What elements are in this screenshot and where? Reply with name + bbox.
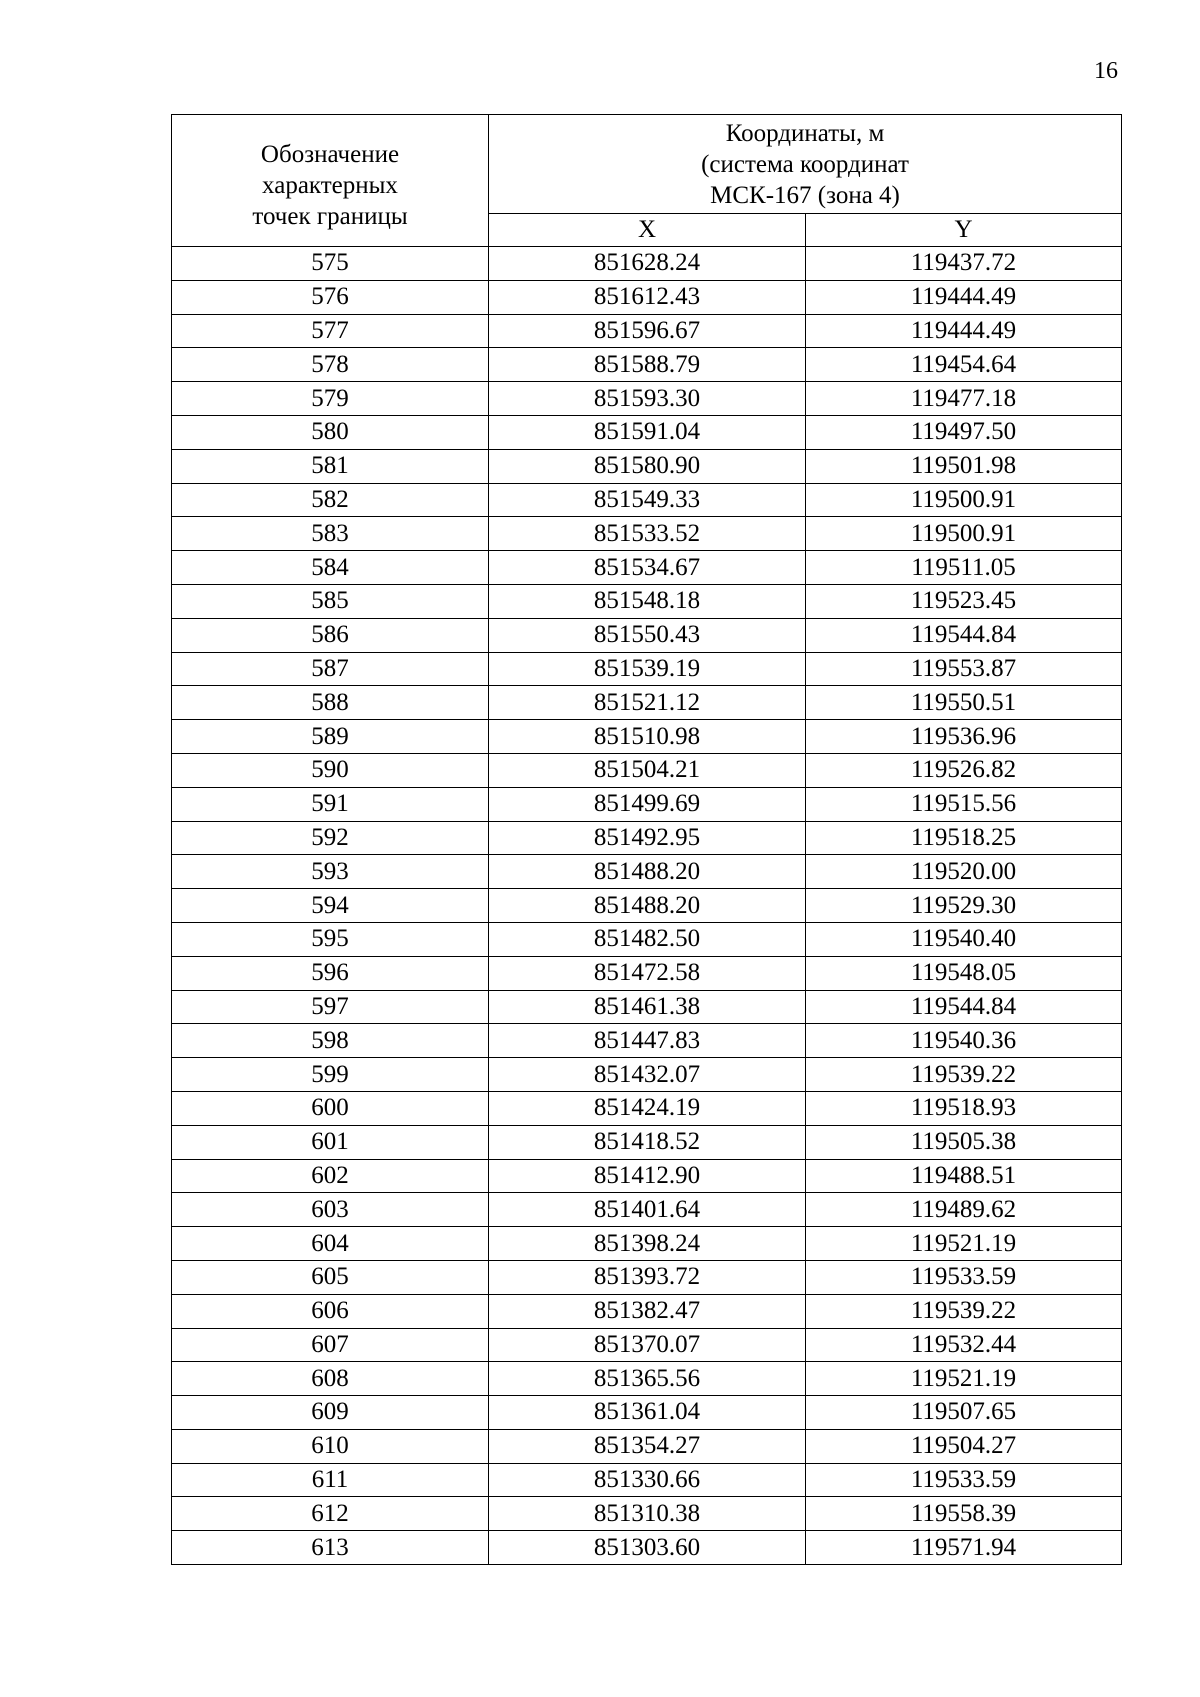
point-cell: 599 — [172, 1058, 489, 1092]
table-row — [172, 1531, 1122, 1565]
y-coordinate-cell: 119500.91 — [806, 517, 1122, 551]
table-row — [172, 652, 1122, 686]
x-coordinate-cell: 851492.95 — [489, 821, 806, 855]
y-coordinate-cell: 119571.94 — [806, 1531, 1122, 1565]
table-row — [172, 1125, 1122, 1159]
y-coordinate-cell: 119540.40 — [806, 922, 1122, 956]
table-row — [172, 922, 1122, 956]
x-coordinate-cell: 851424.19 — [489, 1091, 806, 1125]
header-coords-line-1: Координаты, м — [725, 119, 885, 147]
table-row — [172, 517, 1122, 551]
y-coordinate-cell: 119444.49 — [806, 314, 1122, 348]
y-coordinate-cell: 119550.51 — [806, 686, 1122, 720]
x-coordinate-cell: 851447.83 — [489, 1024, 806, 1058]
y-coordinate-cell: 119532.44 — [806, 1328, 1122, 1362]
x-coordinate-cell: 851596.67 — [489, 314, 806, 348]
x-coordinate-cell: 851534.67 — [489, 551, 806, 585]
point-cell: 606 — [172, 1294, 489, 1328]
x-coordinate-cell: 851418.52 — [489, 1125, 806, 1159]
header-coords-line-2: (система координат — [701, 150, 909, 178]
header-designation-line-1: Обозначение — [260, 141, 400, 168]
point-cell: 578 — [172, 348, 489, 382]
y-coordinate-cell: 119477.18 — [806, 382, 1122, 416]
table-row — [172, 415, 1122, 449]
header-designation-line-3: точек границы — [252, 203, 408, 230]
x-coordinate-cell: 851510.98 — [489, 720, 806, 754]
table-row — [172, 314, 1122, 348]
x-coordinate-cell: 851401.64 — [489, 1193, 806, 1227]
table-row — [172, 1463, 1122, 1497]
x-coordinate-cell: 851539.19 — [489, 652, 806, 686]
x-coordinate-cell: 851482.50 — [489, 922, 806, 956]
table-row — [172, 348, 1122, 382]
point-cell: 597 — [172, 990, 489, 1024]
point-cell: 602 — [172, 1159, 489, 1193]
x-coordinate-cell: 851365.56 — [489, 1362, 806, 1396]
point-cell: 613 — [172, 1531, 489, 1565]
y-coordinate-cell: 119518.25 — [806, 821, 1122, 855]
x-coordinate-cell: 851382.47 — [489, 1294, 806, 1328]
point-cell: 577 — [172, 314, 489, 348]
point-cell: 580 — [172, 415, 489, 449]
point-cell: 611 — [172, 1463, 489, 1497]
point-cell: 579 — [172, 382, 489, 416]
point-cell: 589 — [172, 720, 489, 754]
x-coordinate-cell: 851588.79 — [489, 348, 806, 382]
table-row — [172, 720, 1122, 754]
table-row — [172, 618, 1122, 652]
y-coordinate-cell: 119444.49 — [806, 280, 1122, 314]
x-coordinate-cell: 851580.90 — [489, 449, 806, 483]
y-coordinate-cell: 119544.84 — [806, 990, 1122, 1024]
x-coordinate-cell: 851370.07 — [489, 1328, 806, 1362]
table-row — [172, 1328, 1122, 1362]
x-coordinate-cell: 851412.90 — [489, 1159, 806, 1193]
y-coordinate-cell: 119521.19 — [806, 1227, 1122, 1261]
point-cell: 600 — [172, 1091, 489, 1125]
y-coordinate-cell: 119520.00 — [806, 855, 1122, 889]
y-coordinate-cell: 119497.50 — [806, 415, 1122, 449]
table-row — [172, 1396, 1122, 1430]
point-cell: 591 — [172, 787, 489, 821]
table-row — [172, 1294, 1122, 1328]
y-coordinate-cell: 119511.05 — [806, 551, 1122, 585]
table-row — [172, 1227, 1122, 1261]
y-coordinate-cell: 119544.84 — [806, 618, 1122, 652]
point-cell: 596 — [172, 956, 489, 990]
table-row — [172, 1193, 1122, 1227]
point-cell: 595 — [172, 922, 489, 956]
table-row — [172, 1091, 1122, 1125]
table-row — [172, 753, 1122, 787]
table-row — [172, 821, 1122, 855]
y-coordinate-cell: 119558.39 — [806, 1497, 1122, 1531]
x-coordinate-cell: 851310.38 — [489, 1497, 806, 1531]
point-cell: 576 — [172, 280, 489, 314]
point-cell: 607 — [172, 1328, 489, 1362]
point-cell: 601 — [172, 1125, 489, 1159]
y-coordinate-cell: 119540.36 — [806, 1024, 1122, 1058]
header-point-designation — [172, 115, 489, 247]
point-cell: 603 — [172, 1193, 489, 1227]
table-row — [172, 787, 1122, 821]
y-coordinate-cell: 119437.72 — [806, 247, 1122, 281]
y-coordinate-cell: 119507.65 — [806, 1396, 1122, 1430]
table-row — [172, 1024, 1122, 1058]
header-coords-line-3: МСК-167 (зона 4) — [710, 181, 900, 209]
x-coordinate-cell: 851361.04 — [489, 1396, 806, 1430]
y-coordinate-cell: 119526.82 — [806, 753, 1122, 787]
y-coordinate-cell: 119488.51 — [806, 1159, 1122, 1193]
point-cell: 594 — [172, 889, 489, 923]
table-row — [172, 686, 1122, 720]
header-y: Y — [806, 214, 1122, 247]
table-row — [172, 990, 1122, 1024]
x-coordinate-cell: 851591.04 — [489, 415, 806, 449]
x-coordinate-cell: 851461.38 — [489, 990, 806, 1024]
table-row — [172, 956, 1122, 990]
y-coordinate-cell: 119523.45 — [806, 584, 1122, 618]
table-row — [172, 1260, 1122, 1294]
page-number: 16 — [1094, 58, 1118, 84]
table-row — [172, 584, 1122, 618]
y-coordinate-cell: 119539.22 — [806, 1058, 1122, 1092]
point-cell: 604 — [172, 1227, 489, 1261]
point-cell: 584 — [172, 551, 489, 585]
x-coordinate-cell: 851549.33 — [489, 483, 806, 517]
point-cell: 609 — [172, 1396, 489, 1430]
table-row — [172, 483, 1122, 517]
table-row — [172, 1497, 1122, 1531]
y-coordinate-cell: 119536.96 — [806, 720, 1122, 754]
point-cell: 581 — [172, 449, 489, 483]
y-coordinate-cell: 119515.56 — [806, 787, 1122, 821]
y-coordinate-cell: 119505.38 — [806, 1125, 1122, 1159]
x-coordinate-cell: 851398.24 — [489, 1227, 806, 1261]
table-row — [172, 551, 1122, 585]
point-cell: 586 — [172, 618, 489, 652]
point-cell: 605 — [172, 1260, 489, 1294]
table-row — [172, 1429, 1122, 1463]
coordinates-table — [171, 114, 1122, 1565]
table-row — [172, 1159, 1122, 1193]
point-cell: 608 — [172, 1362, 489, 1396]
point-cell: 598 — [172, 1024, 489, 1058]
x-coordinate-cell: 851504.21 — [489, 753, 806, 787]
header-coordinates — [489, 115, 1122, 214]
x-coordinate-cell: 851612.43 — [489, 280, 806, 314]
table-row — [172, 889, 1122, 923]
y-coordinate-cell: 119529.30 — [806, 889, 1122, 923]
table-row — [172, 280, 1122, 314]
point-cell: 612 — [172, 1497, 489, 1531]
table-row — [172, 382, 1122, 416]
x-coordinate-cell: 851330.66 — [489, 1463, 806, 1497]
point-cell: 575 — [172, 247, 489, 281]
table-row — [172, 855, 1122, 889]
point-cell: 585 — [172, 584, 489, 618]
x-coordinate-cell: 851593.30 — [489, 382, 806, 416]
y-coordinate-cell: 119518.93 — [806, 1091, 1122, 1125]
y-coordinate-cell: 119504.27 — [806, 1429, 1122, 1463]
x-coordinate-cell: 851548.18 — [489, 584, 806, 618]
x-coordinate-cell: 851354.27 — [489, 1429, 806, 1463]
x-coordinate-cell: 851499.69 — [489, 787, 806, 821]
point-cell: 587 — [172, 652, 489, 686]
x-coordinate-cell: 851628.24 — [489, 247, 806, 281]
x-coordinate-cell: 851488.20 — [489, 889, 806, 923]
y-coordinate-cell: 119553.87 — [806, 652, 1122, 686]
point-cell: 592 — [172, 821, 489, 855]
y-coordinate-cell: 119539.22 — [806, 1294, 1122, 1328]
header-designation-line-2: характерных — [262, 172, 398, 199]
x-coordinate-cell: 851393.72 — [489, 1260, 806, 1294]
x-coordinate-cell: 851432.07 — [489, 1058, 806, 1092]
table-row — [172, 247, 1122, 281]
table-row — [172, 1058, 1122, 1092]
y-coordinate-cell: 119489.62 — [806, 1193, 1122, 1227]
header-x: X — [489, 214, 806, 247]
point-cell: 610 — [172, 1429, 489, 1463]
point-cell: 588 — [172, 686, 489, 720]
y-coordinate-cell: 119521.19 — [806, 1362, 1122, 1396]
y-coordinate-cell: 119501.98 — [806, 449, 1122, 483]
point-cell: 593 — [172, 855, 489, 889]
point-cell: 582 — [172, 483, 489, 517]
x-coordinate-cell: 851488.20 — [489, 855, 806, 889]
y-coordinate-cell: 119548.05 — [806, 956, 1122, 990]
table-row — [172, 449, 1122, 483]
y-coordinate-cell: 119533.59 — [806, 1463, 1122, 1497]
x-coordinate-cell: 851472.58 — [489, 956, 806, 990]
x-coordinate-cell: 851303.60 — [489, 1531, 806, 1565]
y-coordinate-cell: 119454.64 — [806, 348, 1122, 382]
x-coordinate-cell: 851521.12 — [489, 686, 806, 720]
point-cell: 590 — [172, 753, 489, 787]
y-coordinate-cell: 119500.91 — [806, 483, 1122, 517]
point-cell: 583 — [172, 517, 489, 551]
x-coordinate-cell: 851550.43 — [489, 618, 806, 652]
table-row — [172, 1362, 1122, 1396]
y-coordinate-cell: 119533.59 — [806, 1260, 1122, 1294]
table-body — [172, 247, 1122, 1565]
x-coordinate-cell: 851533.52 — [489, 517, 806, 551]
